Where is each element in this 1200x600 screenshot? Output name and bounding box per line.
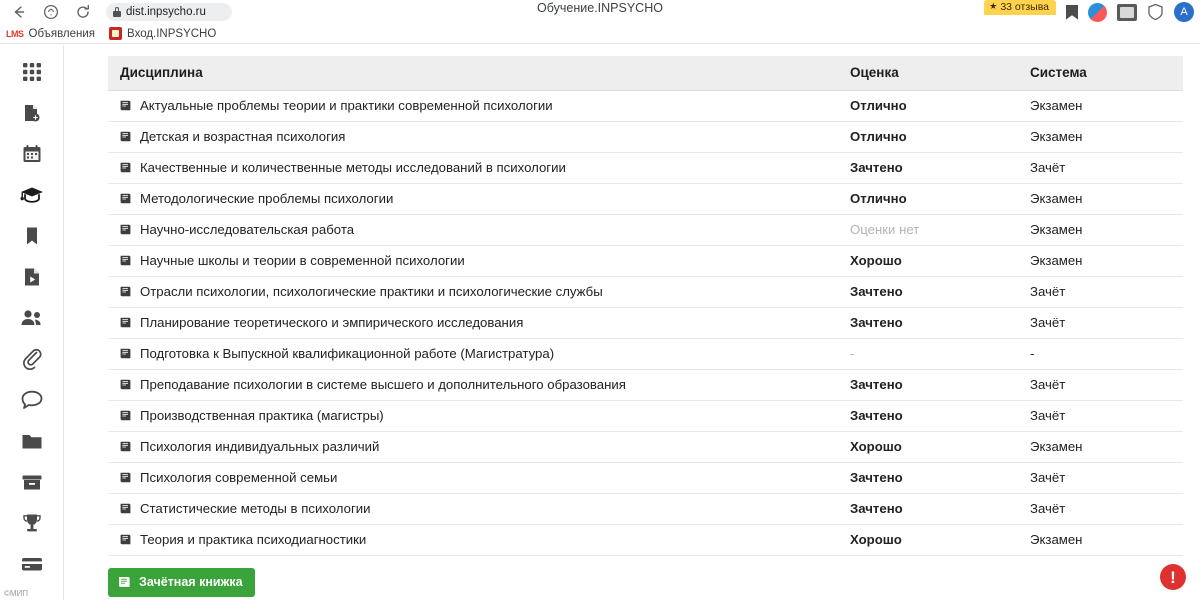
- cell-system: Экзамен: [1018, 246, 1183, 277]
- cell-mark: Зачтено: [838, 153, 1018, 184]
- cell-mark: Зачтено: [838, 463, 1018, 494]
- reload-icon[interactable]: [74, 3, 92, 21]
- table-row[interactable]: [108, 91, 1183, 122]
- cell-mark: Отлично: [838, 122, 1018, 153]
- book-icon: [120, 286, 133, 297]
- book-icon: [120, 348, 133, 359]
- cell-mark: Хорошо: [838, 432, 1018, 463]
- cell-mark: Хорошо: [838, 525, 1018, 556]
- sidebar-item-files[interactable]: [12, 426, 52, 456]
- table-row[interactable]: [108, 184, 1183, 215]
- cell-discipline: [108, 370, 838, 401]
- cell-mark: Зачтено: [838, 494, 1018, 525]
- avatar[interactable]: A: [1174, 2, 1194, 22]
- cell-discipline: [108, 277, 838, 308]
- cell-mark: Зачтено: [838, 370, 1018, 401]
- book-icon: [120, 441, 133, 452]
- cell-discipline: [108, 246, 838, 277]
- back-arrow-icon[interactable]: [10, 3, 28, 21]
- cell-system: Экзамен: [1018, 215, 1183, 246]
- cell-system: Экзамен: [1018, 122, 1183, 153]
- sidebar-item-archive[interactable]: [12, 467, 52, 497]
- cell-system: Зачёт: [1018, 308, 1183, 339]
- navigation-buttons: [0, 3, 92, 21]
- table-row[interactable]: [108, 370, 1183, 401]
- review-badge-label: 33 отзыва: [1000, 0, 1049, 13]
- page-title: Обучение.INPSYCHO: [537, 1, 663, 15]
- cell-system: Экзамен: [1018, 432, 1183, 463]
- cell-system: Зачёт: [1018, 401, 1183, 432]
- table-row[interactable]: [108, 463, 1183, 494]
- table-row[interactable]: [108, 153, 1183, 184]
- copyright-label: ©МИП: [4, 589, 29, 598]
- main-content: [64, 45, 1200, 600]
- sidebar-item-bookmarks[interactable]: [12, 221, 52, 251]
- toolbar-right-cluster: [984, 0, 1194, 24]
- site-icon: [109, 27, 122, 40]
- error-badge[interactable]: !: [1160, 564, 1186, 590]
- cell-discipline: [108, 91, 838, 122]
- sidebar-item-education[interactable]: [12, 180, 52, 210]
- table-row[interactable]: [108, 401, 1183, 432]
- discipline-label: Методологические проблемы психологии: [140, 191, 394, 206]
- discipline-label: Производственная практика (магистры): [140, 408, 384, 423]
- cell-system: Экзамен: [1018, 91, 1183, 122]
- book-icon: [120, 472, 133, 483]
- book-icon: [120, 193, 133, 204]
- column-header-mark: Оценка: [838, 56, 1018, 91]
- bookmarks-bar: [0, 24, 1200, 44]
- column-header-system: Система: [1018, 56, 1183, 91]
- table-row[interactable]: [108, 215, 1183, 246]
- address-bar[interactable]: [106, 3, 232, 21]
- sidebar-item-attachments[interactable]: [12, 344, 52, 374]
- sidebar-item-calendar[interactable]: [12, 139, 52, 169]
- cell-discipline: [108, 463, 838, 494]
- cell-system: Зачёт: [1018, 277, 1183, 308]
- cell-system: Зачёт: [1018, 153, 1183, 184]
- cell-discipline: [108, 184, 838, 215]
- extension-shield-icon[interactable]: [1147, 3, 1164, 21]
- cell-discipline: [108, 215, 838, 246]
- cell-discipline: [108, 494, 838, 525]
- discipline-label: Статистические методы в психологии: [140, 501, 371, 516]
- cell-discipline: [108, 432, 838, 463]
- cell-discipline: [108, 525, 838, 556]
- sidebar-item-achievements[interactable]: [12, 508, 52, 538]
- cell-system: Зачёт: [1018, 494, 1183, 525]
- discipline-label: Детская и возрастная психология: [140, 129, 346, 144]
- book-icon: [120, 131, 133, 142]
- discipline-label: Психология индивидуальных различий: [140, 439, 380, 454]
- grades-table: [108, 56, 1183, 556]
- browser-toolbar: [0, 0, 1200, 24]
- lms-icon: LMS: [6, 28, 24, 39]
- sidebar-item-video[interactable]: [12, 262, 52, 292]
- book-icon: [120, 503, 133, 514]
- cell-mark: Оценки нет: [838, 215, 1018, 246]
- bookmark-label: Вход.INPSYCHO: [127, 27, 217, 40]
- table-row[interactable]: [108, 246, 1183, 277]
- url-text: dist.inpsycho.ru: [126, 6, 206, 18]
- discipline-label: Психология современной семьи: [140, 470, 338, 485]
- book-icon: [120, 534, 133, 545]
- extension-circle-icon[interactable]: [1088, 3, 1107, 22]
- discipline-label: Подготовка к Выпускной квалификационной работе (Магистратура): [140, 346, 555, 361]
- discipline-label: Научные школы и теории в современной психологии: [140, 253, 465, 268]
- sidebar-item-documents[interactable]: [12, 98, 52, 128]
- bookmark-icon[interactable]: [1066, 5, 1078, 20]
- bookmark-label: Объявления: [28, 27, 96, 40]
- discipline-label: Научно-исследовательская работа: [140, 222, 355, 237]
- book-icon: [118, 576, 132, 588]
- cell-system: Зачёт: [1018, 370, 1183, 401]
- discipline-label: Качественные и количественные методы исследований в психологии: [140, 160, 566, 175]
- table-row[interactable]: [108, 308, 1183, 339]
- cell-discipline: [108, 153, 838, 184]
- cell-discipline: [108, 339, 838, 370]
- discipline-label: Отрасли психологии, психологические практики и психологические службы: [140, 284, 603, 299]
- site-info-icon[interactable]: [42, 3, 60, 21]
- cell-mark: Зачтено: [838, 277, 1018, 308]
- sidebar-rail: [0, 45, 64, 600]
- cell-system: Экзамен: [1018, 184, 1183, 215]
- record-book-button[interactable]: [108, 568, 255, 597]
- discipline-label: Преподавание психологии в системе высшего и дополнительного образования: [140, 377, 626, 392]
- star-icon: ★: [989, 1, 998, 11]
- book-icon: [120, 224, 133, 235]
- table-row[interactable]: [108, 432, 1183, 463]
- bookmark-item-announcements[interactable]: [6, 28, 95, 40]
- cell-mark: Отлично: [838, 91, 1018, 122]
- table-row[interactable]: [108, 525, 1183, 556]
- cell-discipline: [108, 308, 838, 339]
- cell-discipline: [108, 401, 838, 432]
- bookmark-item-login[interactable]: [109, 27, 216, 40]
- review-badge[interactable]: [984, 0, 1056, 15]
- table-row[interactable]: [108, 122, 1183, 153]
- column-header-discipline: Дисциплина: [108, 56, 838, 91]
- sidebar-item-payments[interactable]: [12, 549, 52, 579]
- extension-camera-icon[interactable]: [1117, 4, 1137, 21]
- lock-icon: [113, 7, 121, 17]
- discipline-label: Актуальные проблемы теории и практики современной психологии: [140, 98, 553, 113]
- cell-system: -: [1018, 339, 1183, 370]
- cell-mark: Хорошо: [838, 246, 1018, 277]
- book-icon: [120, 317, 133, 328]
- cell-mark: Зачтено: [838, 308, 1018, 339]
- book-icon: [120, 379, 133, 390]
- sidebar-item-messages[interactable]: [12, 385, 52, 415]
- cell-mark: -: [838, 339, 1018, 370]
- record-book-label: Зачётная книжка: [139, 575, 243, 589]
- table-row[interactable]: [108, 339, 1183, 370]
- sidebar-item-groups[interactable]: [12, 303, 52, 333]
- book-icon: [120, 162, 133, 173]
- book-icon: [120, 410, 133, 421]
- cell-system: Экзамен: [1018, 525, 1183, 556]
- table-row[interactable]: [108, 277, 1183, 308]
- sidebar-item-apps-grid[interactable]: [12, 57, 52, 87]
- discipline-label: Теория и практика психодиагностики: [140, 532, 367, 547]
- cell-system: Зачёт: [1018, 463, 1183, 494]
- table-row[interactable]: [108, 494, 1183, 525]
- book-icon: [120, 255, 133, 266]
- cell-mark: Отлично: [838, 184, 1018, 215]
- cell-mark: Зачтено: [838, 401, 1018, 432]
- cell-discipline: [108, 122, 838, 153]
- discipline-label: Планирование теоретического и эмпирического исследования: [140, 315, 524, 330]
- table-header-row: [108, 56, 1183, 91]
- book-icon: [120, 100, 133, 111]
